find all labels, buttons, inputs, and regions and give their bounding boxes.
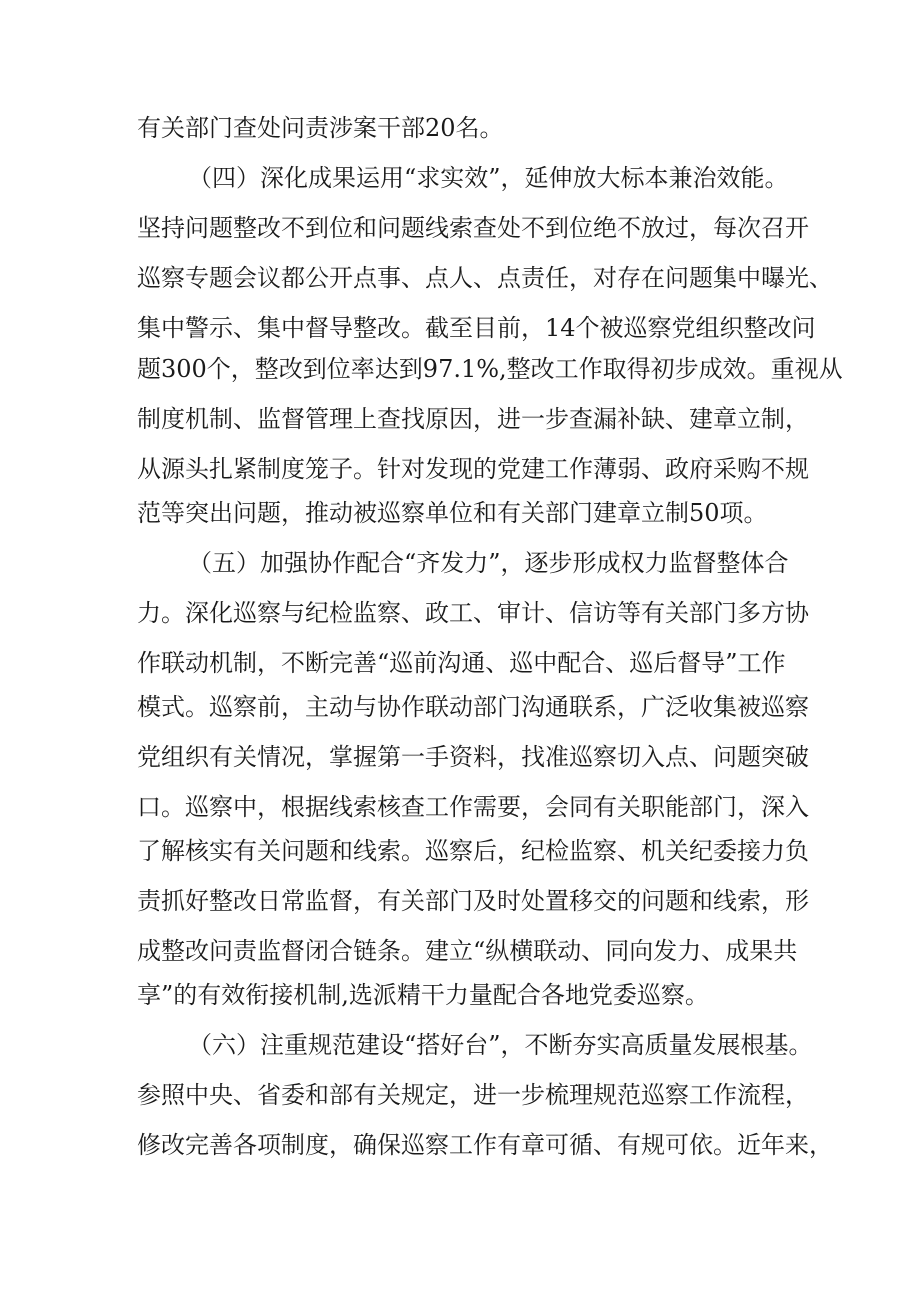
- paragraph-line: 成整改问责监督闭合链条。建立“纵横联动、同向发力、成果共: [137, 937, 798, 965]
- paragraph-line: 力。深化巡察与纪检监察、政工、审计、信访等有关部门多方协: [137, 599, 809, 627]
- paragraph-line: 模式。巡察前，主动与协作联动部门沟通联系，广泛收集被巡察: [137, 693, 809, 721]
- paragraph-line: 作联动机制，不断完善“巡前沟通、巡中配合、巡后督导”工作: [137, 649, 786, 677]
- paragraph-line: 有关部门查处问责涉案干部20名。: [137, 114, 504, 142]
- paragraph-line: 范等突出问题，推动被巡察单位和有关部门建章立制50项。: [137, 499, 768, 527]
- section-heading-line: （四）深化成果运用“求实效”，延伸放大标本兼治效能。: [188, 164, 789, 192]
- section-heading-line: （五）加强协作配合“齐发力”，逐步形成权力监督整体合: [188, 549, 789, 577]
- paragraph-line: 口。巡察中，根据线索核查工作需要，会同有关职能部门，深入: [137, 793, 809, 821]
- section-heading-line: （六）注重规范建设“搭好台”，不断夯实高质量发展根基。: [188, 1031, 813, 1059]
- paragraph-line: 责抓好整改日常监督，有关部门及时处置移交的问题和线索，形: [137, 887, 809, 915]
- paragraph-line: 参照中央、省委和部有关规定，进一步梳理规范巡察工作流程，: [137, 1081, 809, 1109]
- paragraph-line: 巡察专题会议都公开点事、点人、点责任，对存在问题集中曝光、: [137, 264, 833, 292]
- paragraph-line: 制度机制、监督管理上查找原因，进一步查漏补缺、建章立制，: [137, 405, 809, 433]
- paragraph-line: 坚持问题整改不到位和问题线索查处不到位绝不放过，每次召开: [137, 214, 809, 242]
- paragraph-line: 集中警示、集中督导整改。截至目前，14个被巡察党组织整改问: [137, 314, 816, 342]
- paragraph-line: 了解核实有关问题和线索。巡察后，纪检监察、机关纪委接力负: [137, 837, 809, 865]
- paragraph-line: 题300个，整改到位率达到97.1%,整改工作取得初步成效。重视从: [137, 355, 843, 383]
- paragraph-line: 修改完善各项制度，确保巡察工作有章可循、有规可依。近年来，: [137, 1131, 833, 1159]
- paragraph-line: 从源头扎紧制度笼子。针对发现的党建工作薄弱、政府采购不规: [137, 455, 809, 483]
- paragraph-line: 党组织有关情况，掌握第一手资料，找准巡察切入点、问题突破: [137, 743, 809, 771]
- paragraph-line: 享”的有效衔接机制,选派精干力量配合各地党委巡察。: [137, 981, 709, 1009]
